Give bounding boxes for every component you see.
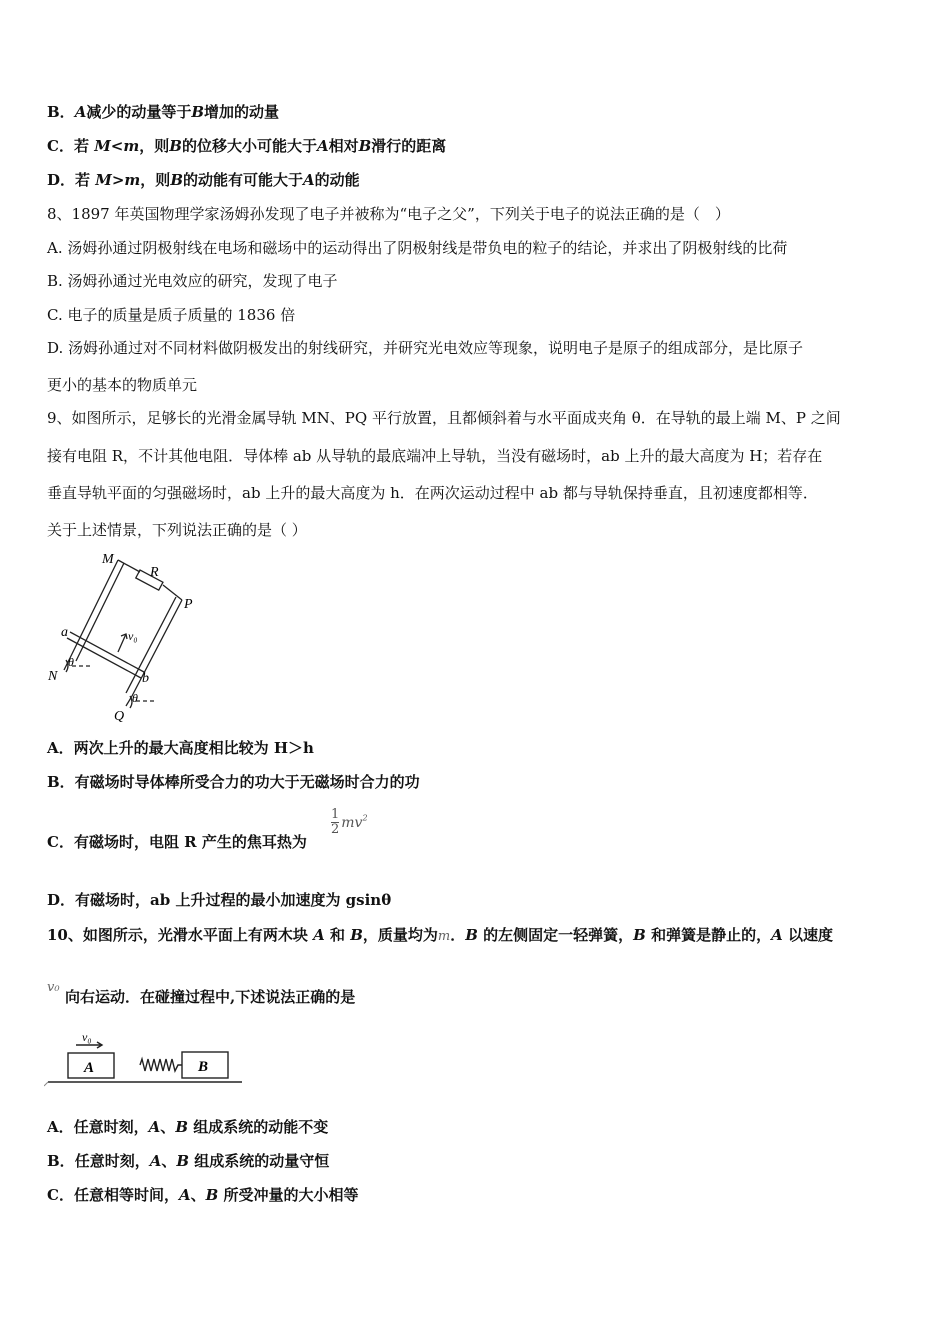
label-b: b [142, 671, 149, 686]
label-v0: v₀ [82, 1030, 92, 1044]
q7-option-d: D．若 M>m，则B的动能有可能大于A的动能 [47, 171, 360, 189]
q8-stem: 8、1897 年英国物理学家汤姆孙发现了电子并被称为“电子之父”，下列关于电子的说法正确的是（ ） [47, 205, 730, 223]
q10-v0-symbol: v₀ [47, 980, 60, 995]
q9-stem-4: 关于上述情景，下列说法正确的是（ ） [47, 521, 307, 539]
q7-option-b: B．A减少的动量等于B增加的动量 [47, 103, 280, 121]
q9-option-a: A．两次上升的最大高度相比较为 H＞h [47, 739, 314, 757]
q10-option-a: A．任意时刻，A、B 组成系统的动能不变 [47, 1118, 329, 1136]
q9-stem-2: 接有电阻 R，不计其他电阻．导体棒 ab 从导轨的最底端冲上导轨，当没有磁场时，ab 上升的最大高度为 H；若存在 [47, 447, 823, 465]
label-a: A [84, 1060, 95, 1076]
q9-stem-3: 垂直导轨平面的匀强磁场时，ab 上升的最大高度为 h．在两次运动过程中 ab 都与导轨保持垂直，且初速度都相等． [47, 484, 818, 502]
q7-option-c: C．若 M<m，则B的位移大小可能大于A相对B滑行的距离 [47, 137, 447, 155]
q10-option-b: B．任意时刻，A、B 组成系统的动量守恒 [47, 1152, 330, 1170]
q9-option-b: B．有磁场时导体棒所受合力的功大于无磁场时合力的功 [47, 773, 420, 791]
q9-stem-1: 9、如图所示，足够长的光滑金属导轨 MN、PQ 平行放置，且都倾斜着与水平面成夹角 θ．在导轨的最上端 M、P 之间 [47, 409, 841, 427]
q8-option-d-cont: 更小的基本的物质单元 [47, 376, 198, 394]
q8-option-b: B. 汤姆孙通过光电效应的研究，发现了电子 [47, 272, 338, 290]
label-n: N [48, 669, 58, 684]
q10-block-figure [44, 1028, 244, 1088]
label-a: a [61, 625, 68, 640]
q8-option-a: A. 汤姆孙通过阴极射线在电场和磁场中的运动得出了阴极射线是带负电的粒子的结论，并求出了阴极射线的比荷 [47, 239, 788, 257]
q10-option-c: C．任意相等时间，A、B 所受冲量的大小相等 [47, 1186, 359, 1204]
label-b: B [198, 1059, 209, 1075]
label-q: Q [114, 709, 125, 724]
q9-option-d: D．有磁场时，ab 上升过程的最小加速度为 gsinθ [47, 891, 392, 909]
q10-stem-1: 10、如图所示，光滑水平面上有两木块 A 和 B，质量均为m．B 的左侧固定一轻弹簧，B 和弹簧是静止的，A 以速度 [47, 926, 833, 944]
q8-option-d: D. 汤姆孙通过对不同材料做阴极发出的射线研究，并研究光电效应等现象，说明电子是原子的组成部分，是比原子 [47, 339, 804, 357]
q9-option-c: C．有磁场时，电阻 R 产生的焦耳热为 [47, 833, 307, 851]
label-theta-2: θ [132, 691, 138, 705]
q8-option-c: C. 电子的质量是质子质量的 1836 倍 [47, 306, 296, 324]
label-m: M [102, 552, 114, 567]
label-r: R [150, 565, 159, 580]
label-v0: v₀ [128, 629, 138, 643]
label-p: P [184, 597, 193, 612]
label-theta-1: θ [68, 655, 74, 669]
q10-stem-2: 向右运动．在碰撞过程中,下述说法正确的是 [65, 988, 356, 1006]
q9-option-c-formula: $\frac{1}{2}$ $mv^2$ [331, 807, 368, 837]
q9-rail-figure [44, 548, 204, 726]
